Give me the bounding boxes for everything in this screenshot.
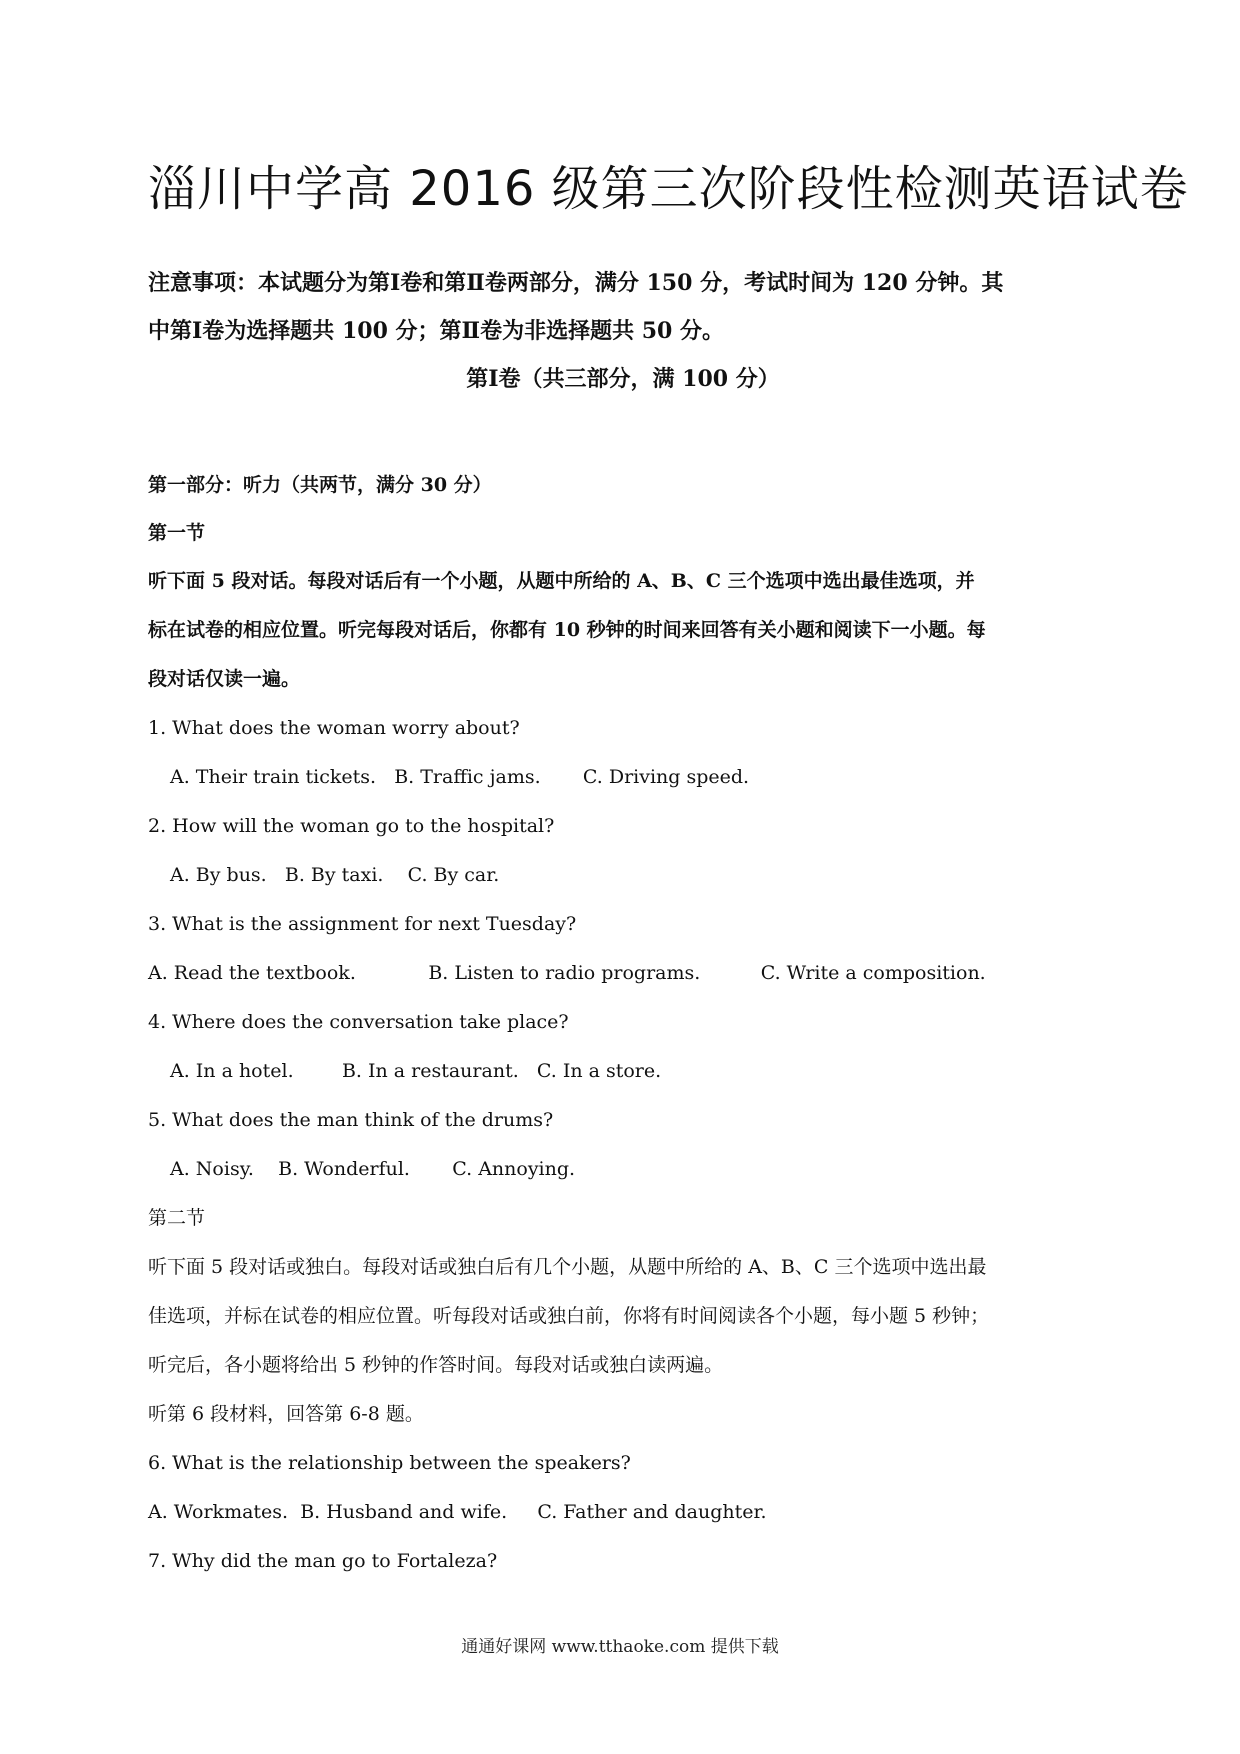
instruction-line: 标在试卷的相应位置。听完每段对话后，你都有 10 秒钟的时间来回答有关小题和阅读下一小题。每 [148, 619, 986, 641]
option-c: C. In a store. [536, 1060, 662, 1082]
instruction-line: 听下面 5 段对话或独白。每段对话或独白后有几个小题，从题中所给的 A、B、C 三个选项中选出最 [148, 1256, 987, 1278]
section2-instruction [148, 1243, 1098, 1390]
option-b: B. Listen to radio programs. [428, 962, 701, 984]
option-a: A. Read the textbook. [148, 962, 356, 984]
option-a: A. By bus. [170, 864, 267, 886]
question-2-options [148, 851, 1098, 900]
option-c: C. By car. [407, 864, 500, 886]
question-7: 7. Why did the man go to Fortaleza? [148, 1550, 498, 1572]
option-c: C. Father and daughter. [537, 1501, 767, 1523]
option-a: A. Noisy. [170, 1158, 254, 1180]
option-c: C. Write a composition. [760, 962, 986, 984]
instruction-line: 段对话仅读一遍。 [148, 668, 301, 690]
question-2: 2. How will the woman go to the hospital? [148, 815, 555, 837]
question-6-options [148, 1488, 1098, 1537]
section2-heading: 第二节 [148, 1207, 206, 1229]
question-3-options [148, 949, 1098, 998]
section-heading: 第一节 [148, 522, 206, 544]
question-1-options [148, 753, 1098, 802]
option-b: B. In a restaurant. [341, 1060, 519, 1082]
option-c: C. Annoying. [452, 1158, 576, 1180]
question-4-options [148, 1047, 1098, 1096]
volume-heading: 第Ⅰ卷（共三部分，满 100 分） [466, 366, 780, 392]
part-heading: 第一部分：听力（共两节，满分 30 分） [148, 474, 492, 496]
exam-page [148, 150, 1189, 1586]
option-b: B. By taxi. [284, 864, 384, 886]
option-b: B. Traffic jams. [394, 766, 541, 788]
option-b: B. Husband and wife. [300, 1501, 508, 1523]
notice-line-2: 中第Ⅰ卷为选择题共 100 分；第Ⅱ卷为非选择题共 50 分。 [148, 318, 725, 344]
option-a: A. Their train tickets. [170, 766, 377, 788]
question-4: 4. Where does the conversation take place? [148, 1011, 569, 1033]
material-note: 听第 6 段材料，回答第 6-8 题。 [148, 1403, 424, 1425]
option-c: C. Driving speed. [582, 766, 750, 788]
instruction-line: 听下面 5 段对话。每段对话后有一个小题，从题中所给的 A、B、C 三个选项中选出最佳选项，并 [148, 570, 975, 592]
notice-block [148, 259, 1098, 355]
option-a: A. In a hotel. [170, 1060, 294, 1082]
exam-title: 淄川中学高 2016 级第三次阶段性检测英语试卷 [148, 161, 1189, 217]
question-1: 1. What does the woman worry about? [148, 717, 520, 739]
option-b: B. Wonderful. [278, 1158, 410, 1180]
question-6: 6. What is the relationship between the speakers? [148, 1452, 631, 1474]
instruction-line: 听完后，各小题将给出 5 秒钟的作答时间。每段对话或独白读两遍。 [148, 1354, 724, 1376]
section1-instruction [148, 557, 1098, 704]
instruction-line: 佳选项，并标在试卷的相应位置。听每段对话或独白前，你将有时间阅读各个小题，每小题 5 秒钟； [148, 1305, 990, 1327]
question-5-options [148, 1145, 1098, 1194]
option-a: A. Workmates. [148, 1501, 289, 1523]
question-3: 3. What is the assignment for next Tuesday? [148, 913, 577, 935]
notice-line-1: 注意事项：本试题分为第Ⅰ卷和第Ⅱ卷两部分，满分 150 分，考试时间为 120 分钟。其 [148, 270, 1004, 296]
page-footer: 通通好课网 www.tthaoke.com 提供下载 [461, 1637, 779, 1657]
question-5: 5. What does the man think of the drums? [148, 1109, 554, 1131]
